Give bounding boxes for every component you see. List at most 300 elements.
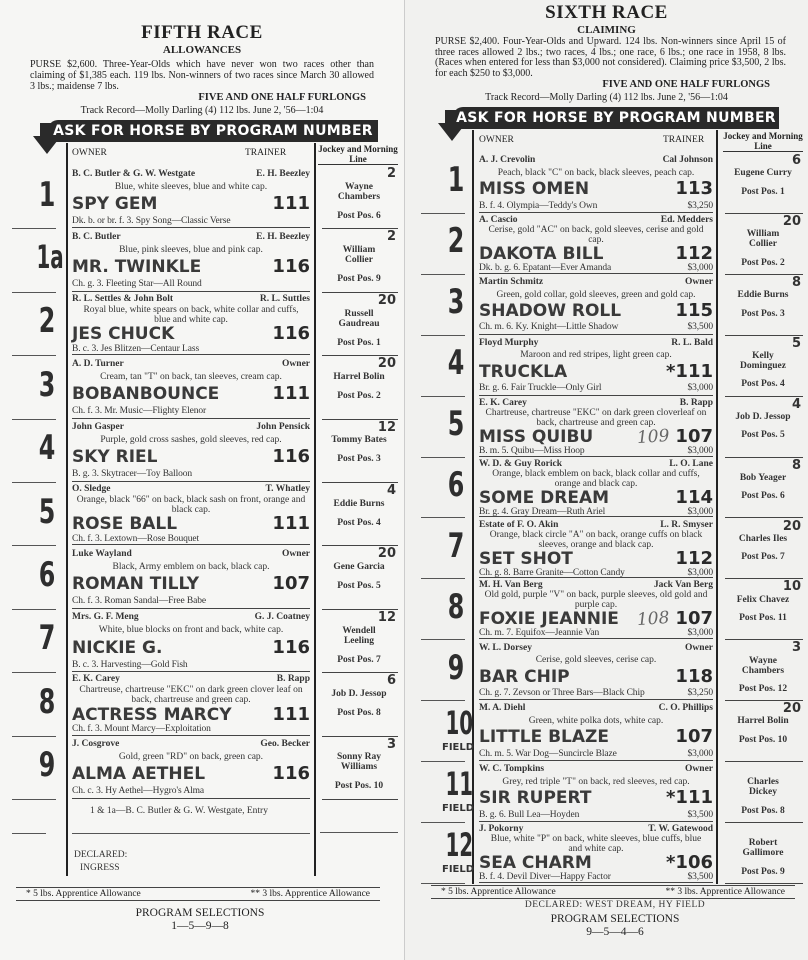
program-number: 1	[447, 160, 465, 201]
jockey-cell	[721, 579, 805, 640]
trainer-name: R. L. Suttles	[259, 294, 310, 305]
jockey-name: William Collier	[746, 229, 780, 250]
horse-name-row	[72, 703, 310, 725]
jockey-cell	[318, 737, 400, 800]
entry-details	[479, 702, 713, 761]
entry-row-7	[0, 610, 404, 673]
breeding: B. g. 6. Bull Lea—Hoyden	[479, 809, 580, 820]
post-position: Post Pos. 3	[337, 454, 381, 465]
horse-name: ALMA AETHEL	[72, 764, 206, 785]
jockey-name: Gene Garcia	[333, 562, 385, 573]
horse-name-row	[479, 728, 713, 746]
race-distance: FIVE AND ONE HALF FURLONGS	[602, 79, 770, 90]
horse-name-row	[479, 665, 713, 687]
horse-name: SET SHOT	[479, 548, 573, 569]
breeding-row	[479, 383, 713, 393]
jockey-name: Felix Chavez	[736, 594, 790, 605]
jockey-cell	[721, 275, 805, 336]
post-position: Post Pos. 10	[738, 734, 788, 745]
apprentice-footnote	[16, 887, 380, 901]
horse-name: ROMAN TILLY	[72, 574, 200, 595]
program-number: 11	[445, 765, 474, 804]
entry-details	[72, 674, 310, 735]
footnote-5lbs: * 5 lbs. Apprentice Allowance	[26, 889, 141, 899]
jockey-cell	[318, 673, 400, 736]
trainer-name: Geo. Becker	[260, 739, 310, 750]
trainer-name: Owner	[685, 277, 713, 288]
morning-line-odds: 3	[791, 640, 801, 656]
apprentice-footnote	[431, 885, 795, 899]
horse-name-row	[72, 448, 310, 466]
racing-colors: Blue, pink sleeves, blue and pink cap.	[119, 245, 263, 256]
morning-line-odds: 8	[791, 274, 801, 290]
owner-name: B. C. Butler & G. W. Westgate	[72, 168, 196, 179]
breeding: B. g. 3. Skytracer—Toy Balloon	[72, 469, 193, 480]
weight: 116	[272, 256, 310, 278]
breeding-row	[72, 724, 310, 734]
horse-name-row	[72, 382, 310, 404]
claiming-price: $3,000	[687, 567, 713, 578]
horse-name: BAR CHIP	[479, 666, 570, 687]
race-title: SIXTH RACE	[545, 2, 668, 23]
jockey-cell	[318, 166, 400, 229]
trainer-name: B. Rapp	[276, 674, 310, 685]
sixth-race-page	[404, 0, 808, 960]
owner-name: M. A. Diehl	[479, 703, 526, 714]
jockey-name: Eddie Burns	[333, 498, 385, 509]
breeding-row	[479, 446, 713, 456]
entry-details	[479, 459, 713, 518]
selections-value: 9—5—4—6	[586, 926, 644, 938]
breeding-row	[479, 507, 713, 517]
horse-name: SKY RIEL	[72, 447, 158, 468]
post-position: Post Pos. 12	[738, 684, 788, 695]
weight: 112	[675, 547, 713, 569]
breeding-row	[479, 810, 713, 820]
jockey-cell	[318, 293, 400, 356]
owner-name: E. K. Carey	[479, 397, 527, 408]
horse-name-row	[479, 608, 713, 631]
claiming-price: $3,250	[687, 200, 713, 211]
jockey-name: Harrel Bolin	[333, 372, 385, 383]
breeding: Ch. m. 7. Equifox—Jeannie Van	[479, 628, 600, 639]
weight: 107	[272, 573, 310, 595]
horse-name: SPY GEM	[72, 193, 158, 214]
owner-name: Martin Schmitz	[479, 277, 544, 288]
footnote-3lbs: ** 3 lbs. Apprentice Allowance	[665, 887, 785, 897]
jockey-name: William Collier	[342, 245, 376, 266]
jockey-cell	[318, 610, 400, 673]
trainer-name: C. O. Phillips	[658, 703, 713, 714]
trainer-name: Owner	[282, 548, 310, 559]
claiming-price: $3,000	[687, 262, 713, 273]
entry-details	[72, 357, 310, 418]
owner-name: W. C. Tompkins	[479, 764, 545, 775]
program-selections	[505, 913, 725, 939]
morning-line-odds: 20	[377, 292, 396, 308]
post-position: Post Pos. 5	[337, 581, 381, 592]
trainer-name: Owner	[685, 764, 713, 775]
trainer-name: R. L. Bald	[671, 337, 713, 348]
jockey-name: Tommy Bates	[331, 435, 387, 446]
racing-colors: Blue, white "P" on back, white sleeves, blue cuffs, blue and white cap.	[490, 834, 702, 855]
owner-trainer	[479, 215, 713, 225]
program-number: 7	[38, 618, 56, 659]
breeding: Ch. g. 7. Zevson or Three Bars—Black Chip	[479, 687, 645, 698]
owner-trainer	[479, 155, 713, 165]
entry-list	[0, 166, 404, 800]
post-position: Post Pos. 8	[741, 805, 785, 816]
jockey-cell	[721, 214, 805, 275]
horse-name-row	[479, 302, 713, 320]
field-label: FIELD	[442, 863, 475, 875]
breeding: Ch. g. 3. Fleeting Star—All Round	[72, 279, 202, 290]
morning-line-odds: 20	[782, 213, 801, 229]
weight: *111	[666, 787, 713, 809]
divider	[12, 833, 46, 834]
claiming-price: $3,250	[687, 687, 713, 698]
owner-name: Mrs. G. F. Meng	[72, 612, 139, 623]
divider	[725, 883, 803, 884]
post-position: Post Pos. 3	[741, 308, 785, 319]
handwritten-weight: 109	[636, 425, 671, 448]
breeding-row	[72, 279, 310, 289]
program-number: 6	[38, 555, 56, 596]
morning-line-odds: 4	[386, 483, 396, 498]
racing-colors: Purple, gold cross sashes, gold sleeves, red cap.	[100, 435, 282, 446]
morning-line-odds: 6	[386, 673, 396, 689]
program-number: 3	[38, 364, 56, 405]
post-position: Post Pos. 9	[337, 274, 381, 285]
owner-trainer	[479, 277, 713, 287]
horse-name-row	[72, 192, 310, 214]
horse-name: TRUCKLA	[479, 361, 568, 382]
entry-row-12	[405, 823, 808, 884]
entry-row-6	[0, 546, 404, 609]
post-position: Post Pos. 7	[741, 552, 785, 563]
post-position: Post Pos. 6	[741, 491, 785, 502]
program-number-banner: ASK FOR HORSE BY PROGRAM NUMBER	[453, 107, 779, 129]
entry-details	[479, 763, 713, 822]
owner-trainer	[72, 549, 310, 559]
owner-trainer	[72, 359, 310, 369]
horse-name-row	[72, 325, 310, 343]
jockey-name: Wayne Chambers	[337, 181, 381, 202]
weight: 116	[272, 323, 310, 345]
weight: *111	[666, 360, 713, 382]
owner-name: M. H. Van Berg	[479, 580, 543, 591]
jockey-name: Russell Gaudreau	[338, 308, 380, 329]
selections-label: PROGRAM SELECTIONS	[550, 913, 680, 925]
horse-name: SHADOW ROLL	[479, 301, 622, 321]
horse-name-row	[479, 425, 713, 448]
selections-label: PROGRAM SELECTIONS	[135, 907, 265, 919]
track-record: Track Record—Molly Darling (4) 112 lbs. June 2, '56—1:04	[485, 92, 728, 103]
entry-details	[479, 337, 713, 396]
breeding: B. f. 4. Devil Diver—Happy Factor	[479, 872, 611, 883]
weight: 116	[272, 763, 310, 785]
program-number: 5	[38, 491, 56, 532]
race-type: ALLOWANCES	[162, 44, 242, 56]
morning-line-odds: 20	[782, 518, 801, 534]
horse-name-row	[479, 360, 713, 382]
post-position: Post Pos. 5	[741, 430, 785, 441]
breeding: Ch. m. 5. War Dog—Suncircle Blaze	[479, 748, 617, 759]
owner-name: B. C. Butler	[72, 231, 121, 242]
horse-name: FOXIE JEANNIE	[479, 609, 619, 630]
entry-row-10	[405, 701, 808, 762]
owner-trainer	[479, 398, 713, 408]
horse-name: NICKIE G.	[72, 637, 163, 658]
entry-details	[479, 520, 713, 579]
owner-name: O. Sledge	[72, 484, 111, 495]
jockey-header: Jockey and Morning Line	[318, 144, 398, 164]
trainer-name: T. Whatley	[265, 484, 310, 495]
jockey-cell	[721, 336, 805, 397]
jockey-cell	[318, 483, 400, 546]
racing-colors: Gold, green "RD" on back, green cap.	[118, 752, 264, 763]
weight: 116	[272, 636, 310, 658]
entry-row-2	[405, 214, 808, 275]
program-number: 4	[38, 428, 56, 469]
owner-trainer	[479, 703, 713, 713]
horse-name: DAKOTA BILL	[479, 243, 604, 264]
claiming-price: $3,500	[687, 872, 713, 883]
jockey-name: Charles Iles	[738, 533, 788, 544]
horse-name-row	[72, 258, 310, 276]
program-number: 1a	[36, 238, 64, 277]
weight: 107	[675, 425, 713, 447]
weight: 118	[675, 665, 713, 687]
owner-trainer	[72, 612, 310, 622]
racing-colors: Green, white polka dots, white cap.	[528, 715, 664, 726]
entry-details	[72, 547, 310, 608]
weight: *106	[666, 852, 713, 874]
morning-line-odds: 5	[791, 335, 801, 351]
breeding-row	[72, 534, 310, 544]
program-number-banner: ASK FOR HORSE BY PROGRAM NUMBER	[48, 120, 378, 142]
racing-colors: Orange, black emblem on back, black collar and cuffs, orange and black cap.	[492, 468, 700, 489]
morning-line-odds: 20	[377, 356, 396, 372]
entry-details	[72, 611, 310, 672]
racing-colors: Blue, white sleeves, blue and white cap.	[114, 181, 268, 192]
footnote-5lbs: * 5 lbs. Apprentice Allowance	[441, 887, 556, 897]
breeding: Br. g. 6. Fair Truckle—Only Girl	[479, 383, 602, 394]
horse-name: SEA CHARM	[479, 853, 592, 874]
jockey-name: Sonny Ray Williams	[336, 752, 382, 773]
selections-value: 1—5—9—8	[171, 920, 229, 932]
breeding-row	[479, 688, 713, 698]
horse-name: SOME DREAM	[479, 487, 610, 508]
owner-trainer	[72, 169, 310, 179]
entry-row-9	[405, 640, 808, 701]
owner-trainer	[479, 459, 713, 469]
weight: 111	[272, 703, 310, 725]
owner-trainer	[72, 294, 310, 304]
jockey-cell	[318, 420, 400, 483]
program-number: 7	[447, 525, 465, 566]
entry-row-8	[405, 579, 808, 640]
jockey-name: Wendell Leeling	[342, 625, 376, 646]
jockey-name: Kelly Dominguez	[740, 350, 786, 371]
racing-colors: Chartreuse, chartreuse "EKC" on dark green clover leaf on back, chartreuse and green cap.	[79, 685, 303, 706]
morning-line-odds: 4	[791, 396, 801, 412]
weight: 113	[675, 178, 713, 200]
program-number: 4	[447, 343, 465, 384]
claiming-price: $3,000	[687, 506, 713, 517]
entry-note: 1 & 1a—B. C. Butler & G. W. Westgate, Entry	[90, 806, 268, 816]
entry-row-6	[405, 458, 808, 519]
weight: 107	[675, 608, 713, 630]
program-number: 10	[445, 704, 474, 743]
declared-horses: INGRESS	[80, 863, 120, 873]
program-number: 1	[38, 174, 56, 215]
jockey-name: Job D. Jessop	[331, 689, 387, 700]
program-number: 12	[445, 826, 474, 865]
trainer-name: E. H. Beezley	[256, 231, 310, 242]
breeding-row	[72, 469, 310, 479]
weight: 116	[272, 446, 310, 468]
weight: 112	[675, 242, 713, 264]
program-number: 5	[447, 404, 465, 445]
horse-name: MISS OMEN	[479, 179, 590, 200]
morning-line-odds: 12	[377, 609, 396, 625]
owner-name: John Gasper	[72, 422, 124, 433]
horse-name-row	[479, 180, 713, 198]
entry-details	[479, 276, 713, 335]
horse-name-row	[72, 575, 310, 593]
program-number: 2	[447, 221, 465, 262]
post-position: Post Pos. 11	[739, 613, 787, 624]
field-label: FIELD	[442, 742, 475, 754]
trainer-name: L. R. Smyser	[660, 519, 713, 530]
jockey-name: Eddie Burns	[737, 290, 789, 301]
jockey-cell	[721, 640, 805, 701]
racing-colors: Peach, black "C" on back, black sleeves, peach cap.	[497, 167, 695, 178]
breeding: Ch. c. 3. Hy Aethel—Hygro's Alma	[72, 786, 205, 797]
breeding: B. f. 4. Olympia—Teddy's Own	[479, 200, 598, 211]
trainer-name: T. W. Gatewood	[648, 824, 713, 835]
race-type: CLAIMING	[577, 24, 636, 36]
entry-row-7	[405, 519, 808, 580]
morning-line-odds: 20	[377, 546, 396, 562]
breeding: B. m. 5. Quibu—Miss Hoop	[479, 445, 585, 456]
owner-name: Luke Wayland	[72, 548, 132, 559]
jockey-name: Wayne Chambers	[741, 655, 785, 676]
program-number: 2	[38, 301, 56, 342]
jockey-cell	[721, 397, 805, 458]
entry-details	[479, 641, 713, 700]
program-number: 3	[447, 282, 465, 323]
breeding-row	[72, 596, 310, 606]
entry-details	[72, 738, 310, 799]
divider	[72, 833, 310, 834]
entry-row-2	[0, 293, 404, 356]
entry-row-9	[0, 737, 404, 800]
breeding-row	[72, 660, 310, 670]
owner-trainer	[72, 739, 310, 749]
horse-name: ACTRESS MARCY	[72, 704, 232, 725]
weight: 115	[675, 300, 713, 321]
jockey-header: Jockey and Morning Line	[723, 131, 803, 151]
entry-row-1	[405, 153, 808, 214]
entry-details	[72, 294, 310, 355]
breeding: B. c. 3. Jes Blitzen—Centaur Lass	[72, 343, 200, 354]
breeding: Ch. f. 3. Mr. Music—Flighty Elenor	[72, 406, 207, 417]
owner-name: A. J. Crevolin	[479, 155, 536, 166]
racing-colors: Chartreuse, chartreuse "EKC" on dark green cloverleaf on back, chartreuse and green cap.	[485, 407, 707, 428]
owner-name: A. D. Turner	[72, 358, 124, 369]
entry-details	[479, 215, 713, 274]
owner-name: J. Cosgrove	[72, 739, 120, 750]
racing-colors: Orange, black "66" on back, black sash on front, orange and black cap.	[76, 494, 306, 515]
morning-line-odds: 2	[386, 166, 396, 181]
jockey-cell	[721, 153, 805, 214]
jockey-cell	[721, 762, 805, 823]
owner-trainer	[479, 580, 713, 590]
divider	[320, 832, 398, 833]
horse-name-row	[479, 486, 713, 508]
jockey-name: Eugene Curry	[734, 168, 792, 179]
racing-colors: Grey, red triple "T" on back, red sleeves, red cap.	[502, 776, 690, 787]
trainer-name: Cal Johnson	[662, 155, 713, 166]
weight: 111	[272, 382, 310, 404]
trainer-name: Jack Van Berg	[653, 580, 713, 591]
jockey-cell	[721, 823, 805, 884]
morning-line-odds: 3	[386, 736, 396, 752]
entry-details	[72, 230, 310, 291]
breeding: Ch. f. 3. Mount Marcy—Exploitation	[72, 724, 211, 735]
owner-name: Estate of F. O. Akin	[479, 519, 559, 530]
owner-name: W. L. Dorsey	[479, 642, 532, 653]
weight: 111	[272, 192, 310, 214]
entry-details	[479, 398, 713, 457]
program-selections	[100, 907, 300, 933]
declared-horses: DECLARED: WEST DREAM, HY FIELD	[524, 900, 706, 910]
breeding-row	[479, 263, 713, 273]
post-position: Post Pos. 2	[337, 390, 381, 401]
program-number: 9	[38, 745, 56, 786]
claiming-price: $3,500	[687, 322, 713, 333]
divider	[12, 799, 56, 800]
horse-name: BOBANBOUNCE	[72, 383, 220, 404]
breeding-row	[72, 344, 310, 354]
post-position: Post Pos. 7	[337, 654, 381, 665]
declared-label: DECLARED:	[74, 850, 128, 860]
entry-row-4	[0, 420, 404, 483]
owner-name: W. D. & Guy Rorick	[479, 458, 563, 469]
horse-name-row	[72, 765, 310, 783]
jockey-cell	[721, 701, 805, 762]
weight: 111	[272, 513, 310, 535]
jockey-name: Bob Yeager	[739, 472, 787, 483]
horse-name: MR. TWINKLE	[72, 257, 202, 278]
owner-name: E. K. Carey	[72, 674, 120, 685]
owner-trainer	[72, 484, 310, 494]
program-number: 8	[447, 586, 465, 627]
trainer-name: G. J. Coatney	[254, 612, 310, 623]
weight: 107	[675, 726, 713, 748]
horse-name-row	[479, 854, 713, 872]
owner-trainer	[479, 824, 713, 834]
entry-row-8	[0, 673, 404, 736]
racing-colors: White, blue blocks on front and back, white cap.	[98, 625, 284, 636]
morning-line-odds: 8	[791, 457, 801, 473]
jockey-name: Robert Gallimore	[742, 838, 784, 859]
racing-colors: Old gold, purple "V" on back, purple sleeves, old gold and purple cap.	[484, 590, 708, 611]
trainer-header: TRAINER	[245, 148, 287, 158]
racing-colors: Black, Army emblem on back, black cap.	[112, 562, 270, 573]
